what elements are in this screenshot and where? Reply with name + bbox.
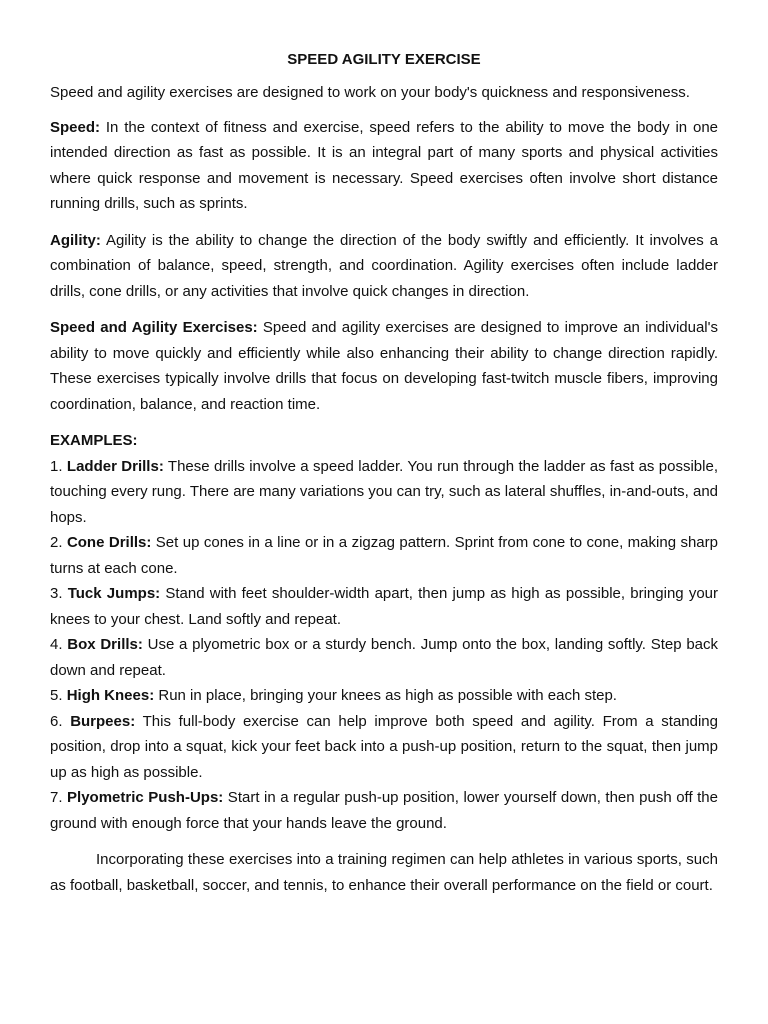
- example-name: Ladder Drills:: [66, 457, 164, 475]
- speed-text: In the context of fitness and exercise, speed refers to the ability to move the body in one intended direction as fast as possible. It is an integral part of many sports and physical activities where quick response and movement is necessary. Speed exercises often involve short distance running drills, such as sprints.: [50, 118, 718, 212]
- document-title: SPEED AGILITY EXERCISE: [287, 51, 481, 68]
- example-number: 1.: [50, 457, 67, 475]
- agility-label: Agility:: [50, 231, 101, 249]
- example-name: Plyometric Push-Ups:: [67, 789, 224, 806]
- agility-paragraph: [50, 228, 718, 305]
- example-text: Use a plyometric box or a sturdy bench. Jump onto the box, landing softly. Step back down and repeat.: [50, 636, 719, 679]
- example-text: This full-body exercise can help improve both speed and agility. From a standing position, drop into a squat, kick your feet back into a push-up position, return to the squat, then jump up as high as possible.: [50, 712, 718, 781]
- example-text: These drills involve a speed ladder. You run through the ladder as fast as possible, touching every rung. There are many variations you can try, such as lateral shuffles, in-and-outs, and hops.: [50, 457, 718, 526]
- example-item-high-knees: [50, 683, 718, 709]
- example-number: 5.: [50, 687, 67, 704]
- example-item-tuck-jumps: [50, 581, 718, 632]
- example-number: 2.: [50, 534, 67, 551]
- example-name: Tuck Jumps:: [67, 585, 161, 602]
- example-item-ladder-drills: [50, 454, 718, 531]
- example-name: Box Drills:: [67, 636, 143, 653]
- examples-heading: EXAMPLES:: [50, 432, 138, 449]
- example-item-plyometric-push-ups: [50, 785, 718, 836]
- example-name: High Knees:: [66, 687, 155, 704]
- agility-text: Agility is the ability to change the direction of the body swiftly and efficiently. It involves a combination of balance, speed, strength, and coordination. Agility exercises often include ladder drills, cone drills, or any activities that involve quick changes in direction.: [50, 231, 718, 300]
- document-page: [50, 48, 718, 909]
- intro-paragraph: Speed and agility exercises are designed to work on your body's quickness and responsiveness.: [50, 84, 690, 101]
- example-item-burpees: [50, 709, 718, 786]
- speed-agility-exercises-text: Speed and agility exercises are designed to improve an individual's ability to move quickly and efficiently while also enhancing their ability to change direction rapidly. These exercises typically involve drills that focus on developing fast-twitch muscle fibers, improving coordination, balance, and reaction time.: [50, 319, 718, 413]
- example-text: Run in place, bringing your knees as high as possible with each step.: [154, 687, 617, 704]
- example-number: 3.: [50, 585, 68, 602]
- speed-label: Speed:: [50, 118, 101, 136]
- example-text: Stand with feet shoulder-width apart, then jump as high as possible, bringing your knees to your chest. Land softly and repeat.: [50, 585, 719, 628]
- speed-agility-exercises-label: Speed and Agility Exercises:: [50, 319, 258, 336]
- example-number: 6.: [50, 712, 71, 730]
- example-name: Burpees:: [70, 712, 136, 730]
- example-text: Start in a regular push-up position, lower yourself down, then push off the ground with enough force that your hands leave the ground.: [50, 789, 718, 832]
- speed-paragraph: [50, 115, 718, 217]
- example-number: 7.: [50, 789, 68, 806]
- speed-agility-exercises-paragraph: [50, 315, 718, 417]
- example-item-cone-drills: [50, 530, 718, 581]
- example-number: 4.: [50, 636, 68, 653]
- example-text: Set up cones in a line or in a zigzag pattern. Sprint from cone to cone, making sharp turns at each cone.: [50, 534, 718, 577]
- example-item-box-drills: [50, 632, 718, 683]
- example-name: Cone Drills:: [66, 534, 152, 551]
- closing-paragraph: Incorporating these exercises into a training regimen can help athletes in various sports, such as football, basketball, soccer, and tennis, to enhance their overall performance on the field or court.: [50, 851, 718, 894]
- examples-list: [50, 454, 718, 837]
